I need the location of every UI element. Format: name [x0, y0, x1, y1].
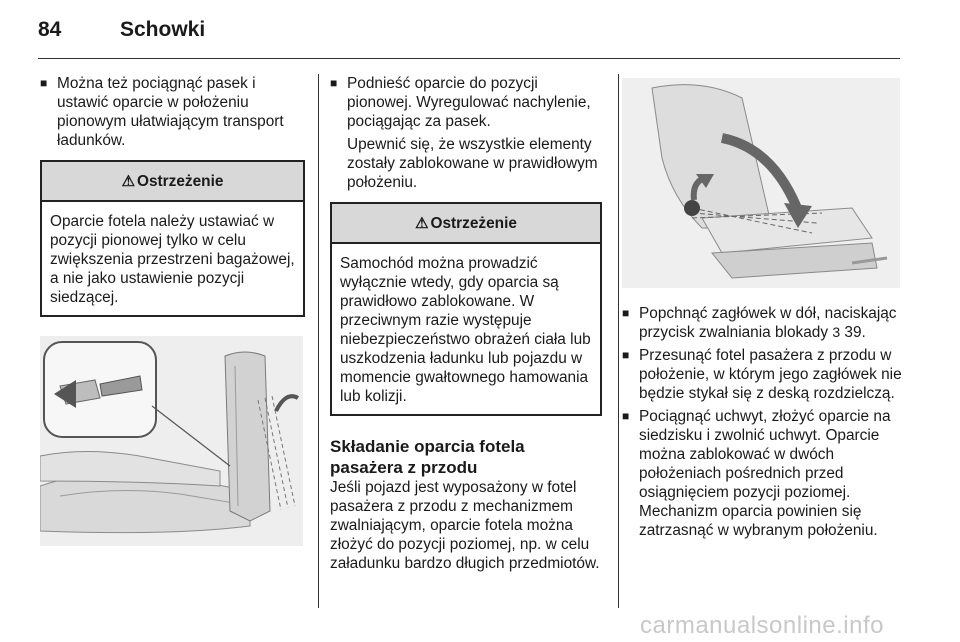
- warning-title: Ostrzeżenie: [430, 214, 517, 232]
- page-header: [38, 18, 918, 58]
- warning-triangle-icon: ⚠: [121, 172, 136, 190]
- front-seat-illustration: [622, 78, 900, 288]
- instruction-bullet: ■ Pociągnąć uchwyt, złożyć oparcie na siedzisku i zwolnić uchwyt. Oparcie można zablokować w dwóch położeniach pośrednich przed osiągnięciem pozycji poziomej. Mechanizm oparcia powinien się zatrzasnąć w wybranym położeniu.: [622, 407, 902, 540]
- column-middle: [330, 74, 602, 573]
- section-title: Schowki: [120, 18, 206, 41]
- instruction-bullet: ■ Podnieść oparcie do pozycji pionowej. Wyregulować nachylenie, pociągając za pasek.: [330, 74, 602, 131]
- rear-seat-illustration: [40, 336, 303, 546]
- section-body: Jeśli pojazd jest wyposażony w fotel pasażera z przodu z mechanizmem zwalniającym, oparcie fotela można złożyć do pozycji poziomej, np. w celu załadunku bardzo długich przedmiotów.: [330, 479, 600, 572]
- column-divider: [618, 74, 619, 608]
- page-ref-arrow-icon: 3: [832, 324, 841, 340]
- instruction-bullet: ■ Przesunąć fotel pasażera z przodu w położenie, w którym jego zagłówek nie będzie stykał się z deską rozdzielczą.: [622, 346, 902, 403]
- column-right: [622, 304, 902, 542]
- warning-title: Ostrzeżenie: [137, 172, 224, 190]
- warning-header: [42, 162, 303, 202]
- warning-box: [330, 202, 602, 416]
- section-heading: Składanie oparcia fotela pasażera z przodu: [330, 437, 525, 477]
- header-divider: [38, 58, 900, 59]
- warning-header: [332, 204, 600, 244]
- instruction-bullet: ■ Można też pociągnąć pasek i ustawić oparcie w położeniu pionowym ułatwiającym transport ładunków.: [40, 74, 305, 150]
- instruction-note: Upewnić się, że wszystkie elementy zostały zablokowane w prawidłowym położeniu.: [347, 136, 598, 191]
- column-left: [40, 74, 305, 360]
- warning-body: Oparcie fotela należy ustawiać w pozycji pionowej tylko w celu zwiększenia przestrzeni bagażowej, a nie jako ustawienie pozycji siedzącej.: [50, 213, 295, 306]
- watermark: carmanualsonline.info: [640, 612, 884, 639]
- warning-body: Samochód można prowadzić wyłącznie wtedy, gdy oparcia są prawidłowo zablokowane. W przeciwnym razie występuje niebezpieczeństwo obrażeń ciała lub uszkodzenia ładunku lub pojazdu w momencie gwałtownego hamowania lub kolizji.: [340, 255, 591, 405]
- instruction-text: Popchnąć zagłówek w dół, naciskając przycisk zwalniania blokady: [639, 305, 897, 341]
- page-reference[interactable]: 39.: [844, 324, 866, 341]
- warning-box: [40, 160, 305, 317]
- column-divider: [318, 74, 319, 608]
- page-number: 84: [38, 18, 62, 41]
- warning-triangle-icon: ⚠: [415, 214, 429, 232]
- instruction-bullet: [622, 304, 902, 342]
